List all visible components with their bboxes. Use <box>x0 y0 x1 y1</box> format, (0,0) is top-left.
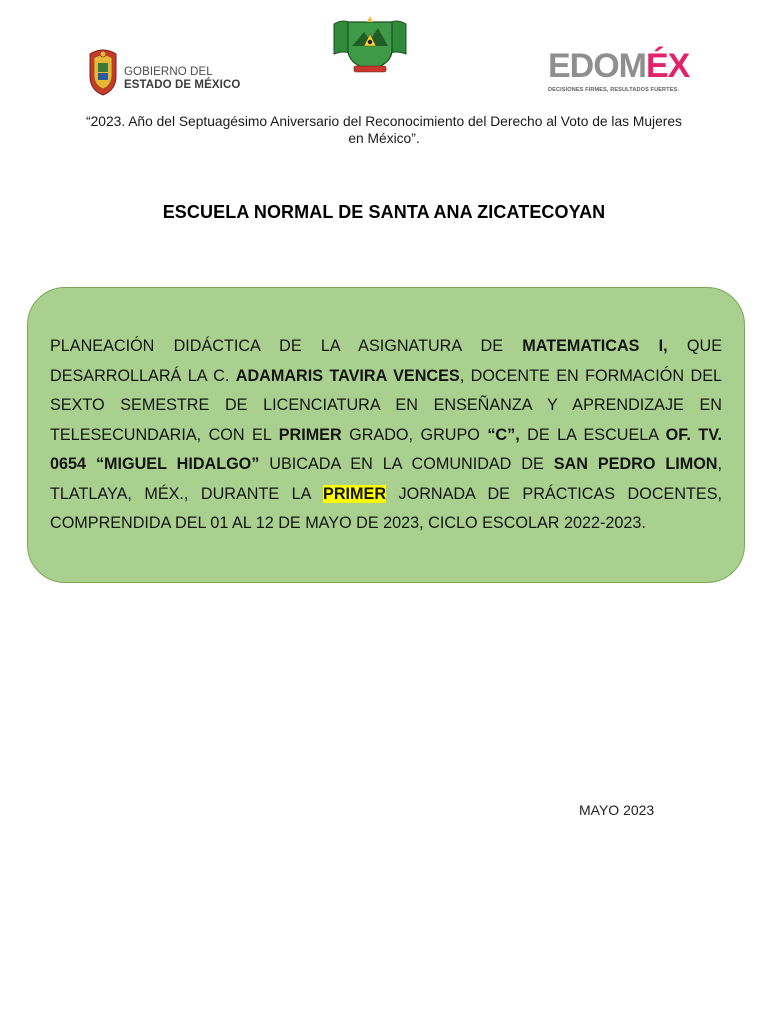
group-label: “C”, <box>487 425 520 444</box>
year-motto: “2023. Año del Septuagésimo Aniversario del Reconocimiento del Derecho al Voto de las Mujeres en México”. <box>86 114 682 146</box>
planning-text-segment: UBICADA EN LA COMUNIDAD DE <box>259 455 554 473</box>
gobierno-line-2: ESTADO DE MÉXICO <box>124 79 241 91</box>
planning-description <box>50 332 722 539</box>
subject-name: MATEMATICAS I, <box>522 337 668 355</box>
edomex-tagline: DECISIONES FIRMES, RESULTADOS FUERTES. <box>548 87 680 93</box>
teacher-name: ADAMARIS TAVIRA VENCES <box>235 366 460 385</box>
gobierno-line-1: GOBIERNO DEL <box>124 66 213 78</box>
edomex-logo <box>548 46 688 102</box>
document-date: MAYO 2023 <box>579 802 655 818</box>
planning-text-segment: DE LA ESCUELA <box>519 425 666 444</box>
journey-label: PRIMER <box>323 484 387 503</box>
gobierno-text <box>124 66 240 92</box>
gobierno-estado-mexico-logo <box>86 46 246 100</box>
coat-of-arms-icon <box>86 46 120 96</box>
planning-box <box>27 287 745 583</box>
school-title: ESCUELA NORMAL DE SANTA ANA ZICATECOYAN <box>162 202 606 222</box>
edomex-wordmark-part-1: EDOM <box>548 47 646 85</box>
planning-text-segment: GRADO, GRUPO <box>341 425 488 444</box>
planning-text-segment: PLANEACIÓN DIDÁCTICA DE LA ASIGNATURA DE <box>50 337 523 355</box>
community-name: SAN PEDRO LIMON <box>553 455 718 473</box>
school-shield-icon <box>330 14 410 76</box>
school-name: OF. TV. 0654 “MIGUEL HIDALGO” <box>50 425 723 473</box>
planning-text-segment: QUE DESARROLLARÁ LA C. <box>50 337 723 385</box>
planning-text-segment: JORNADA DE PRÁCTICAS DOCENTES, COMPRENDIDA DEL 01 AL 12 DE MAYO DE 2023, CICLO ESCOLAR 2022-2023. <box>50 484 722 532</box>
edomex-wordmark <box>548 46 689 86</box>
edomex-wordmark-part-2: ÉX <box>646 47 690 85</box>
grade-label: PRIMER <box>278 425 342 444</box>
planning-text-segment: , TLATLAYA, MÉX., DURANTE LA <box>50 455 722 503</box>
planning-text-segment: , DOCENTE EN FORMACIÓN DEL SEXTO SEMESTRE DE LICENCIATURA EN ENSEÑANZA Y APRENDIZAJE EN TELESECUNDARIA, CON EL <box>50 366 723 444</box>
